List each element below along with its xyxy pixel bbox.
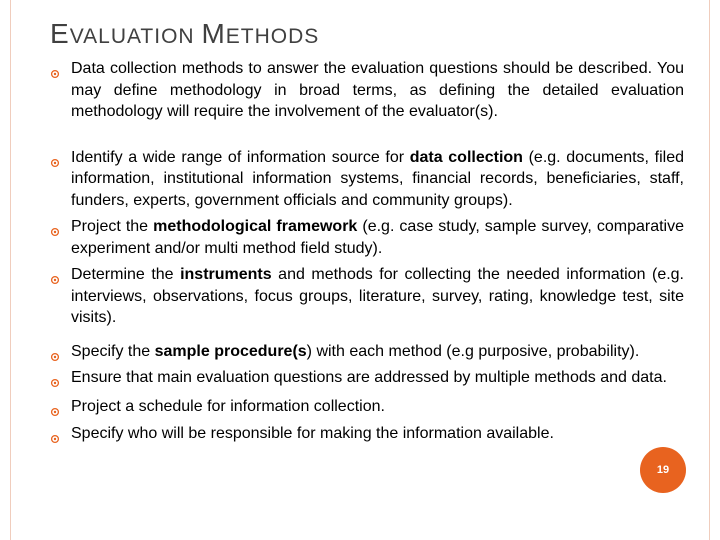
bullet-text [71, 266, 684, 326]
bullet-item [50, 264, 684, 329]
bullet-text-segment: Data collection methods to answer the evaluation questions should be described. You may define methodology in broad terms, as defining the detailed evaluation methodology will require the involvement of the evaluator(s). [71, 60, 684, 120]
title-initial-1: E [50, 18, 70, 49]
bullet-text-segment: and methods for collecting the needed information (e.g. interviews, observations, focus groups, literature, survey, rating, knowledge test, site visits). [71, 266, 685, 326]
bullet-item [50, 58, 684, 123]
sun-bullet-icon [50, 402, 60, 412]
title-initial-2: M [201, 18, 226, 49]
bullet-text-segment: Project the [71, 218, 154, 235]
bullet-text [71, 343, 639, 360]
sun-bullet-icon [50, 347, 60, 357]
bullet-text-segment: Identify a wide range of information source for [71, 148, 410, 166]
bullet-text-segment: Specify who will be responsible for making the information available. [71, 425, 554, 442]
bullet-text-segment: Specify the [71, 342, 155, 360]
page-number: 19 [656, 464, 670, 476]
bullet-item [50, 216, 684, 259]
sun-bullet-icon [50, 373, 60, 383]
bullet-bold-phrase: data collection [409, 148, 523, 166]
bullet-list [50, 58, 684, 445]
bullet-text [71, 425, 554, 442]
sun-bullet-icon [50, 270, 60, 280]
bullet-text [71, 218, 684, 257]
bullet-bold-phrase: instruments [180, 266, 272, 283]
bullet-bold-phrase: methodological framework [153, 218, 358, 235]
bullet-text [71, 60, 684, 120]
bullet-item [50, 367, 684, 389]
title-rest-2: ETHODS [225, 25, 320, 48]
bullet-item [50, 147, 684, 212]
bullet-text-segment: Project a schedule for information collection. [71, 397, 385, 415]
sun-bullet-icon [50, 153, 60, 163]
bullet-text [71, 398, 385, 415]
bullet-item [50, 396, 684, 418]
sun-bullet-icon [50, 222, 60, 232]
bullet-bold-phrase: sample procedure(s [154, 342, 307, 360]
bullet-text-segment: ) with each method (e.g purposive, probability). [306, 342, 640, 360]
bullet-text-segment: (e.g. case study, sample survey, comparative experiment and/or multi method field study). [71, 218, 685, 257]
title-rest-1: VALUATION [69, 25, 202, 48]
bullet-item [50, 423, 684, 445]
bullet-text [71, 149, 684, 209]
sun-bullet-icon [50, 64, 60, 74]
bullet-text-segment: (e.g. documents, filed information, institutional information systems, financial records, beneficiaries, staff, funders, experts, government officials and community groups). [71, 148, 684, 209]
bullet-text [71, 369, 667, 386]
page-number-badge [640, 447, 686, 493]
bullet-item [50, 341, 684, 363]
bullet-text-segment: Ensure that main evaluation questions are addressed by multiple methods and data. [71, 369, 667, 386]
bullet-text-segment: Determine the [71, 266, 181, 283]
slide-title [50, 14, 319, 51]
sun-bullet-icon [50, 429, 60, 439]
